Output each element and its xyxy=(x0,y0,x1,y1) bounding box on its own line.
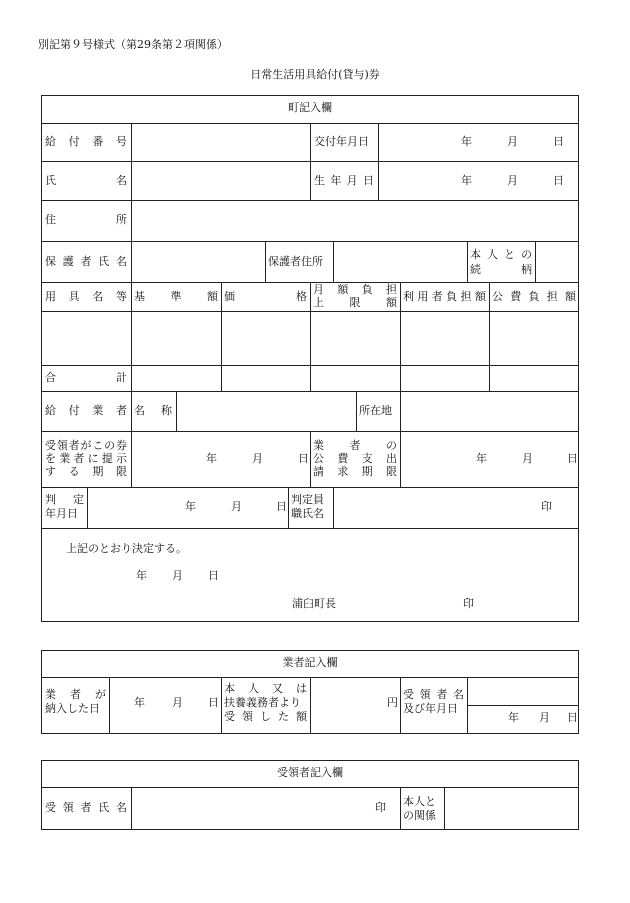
label-kakaku: 価 格 xyxy=(224,290,307,303)
ymd-month: 月 xyxy=(252,452,263,465)
label-riyosha-futan: 利 用 者 負 担 額 xyxy=(403,290,486,303)
label-receiver-l1: 受 領 者 名 xyxy=(403,688,464,701)
label-receiver-l2: 及び年月日 xyxy=(403,702,458,715)
ymd-year: 年 xyxy=(476,452,487,465)
label-delivery-l1: 業 者 が xyxy=(45,688,106,701)
ymd-month: 月 xyxy=(231,500,242,513)
vendor-section-header: 業者記入欄 xyxy=(282,656,338,669)
seal-mark: 印 xyxy=(463,597,474,610)
ymd-year: 年 xyxy=(461,174,472,187)
ymd-year: 年 xyxy=(206,452,217,465)
ymd-day: 日 xyxy=(567,711,578,724)
label-seikyu-l2: 公 費 支 出 xyxy=(313,452,397,465)
seal-mark: 印 xyxy=(375,801,386,814)
label-relation-l2: の関係 xyxy=(403,809,436,822)
label-kofu-date: 交付年月日 xyxy=(314,135,369,148)
label-shimei: 氏 名 xyxy=(45,174,127,187)
label-kyufu-bango: 給 付 番 号 xyxy=(45,135,127,148)
receiver-section-header: 受領者記入欄 xyxy=(277,766,343,779)
label-hogosha-address: 保護者住所 xyxy=(268,255,323,268)
ymd-day: 日 xyxy=(553,135,564,148)
label-gokei: 合 計 xyxy=(45,371,127,384)
ymd-month: 月 xyxy=(507,135,518,148)
label-seikyu-l1: 業 者 の xyxy=(313,439,397,452)
ymd-year: 年 xyxy=(134,696,145,709)
decision-text: 上記のとおり決定する。 xyxy=(66,542,187,555)
ymd-day: 日 xyxy=(276,500,287,513)
ymd-year: 年 xyxy=(461,135,472,148)
ymd-month: 月 xyxy=(172,696,183,709)
label-futan-top: 月 額 負 担 xyxy=(313,283,397,296)
label-received-l1: 本 人 又 は xyxy=(224,682,307,695)
label-hantei-l2: 年月日 xyxy=(45,507,78,520)
ymd-day: 日 xyxy=(208,696,219,709)
label-delivery-l2: 納入した日 xyxy=(45,702,100,715)
label-relation-bottom: 続 柄 xyxy=(470,263,532,276)
ymd-day: 日 xyxy=(567,452,578,465)
label-kigen-l2: を 業 者 に 提 示 xyxy=(45,452,127,465)
label-shozaichi: 所在地 xyxy=(359,404,392,417)
label-shokuin-l2: 職氏名 xyxy=(291,507,324,520)
label-hantei-l1: 判 定 xyxy=(45,493,84,506)
ymd-year: 年 xyxy=(136,569,147,582)
seal-mark: 印 xyxy=(541,500,552,513)
page-title: 日常生活用具給付(貸与)券 xyxy=(250,68,380,81)
ymd-month: 月 xyxy=(507,174,518,187)
label-received-l2: 扶養義務者より xyxy=(224,696,301,709)
label-relation-top: 本 人 と の xyxy=(470,248,532,261)
ymd-year: 年 xyxy=(508,711,519,724)
label-kijun: 基 準 額 xyxy=(134,290,218,303)
label-birth-date: 生 年 月 日 xyxy=(314,174,374,187)
label-kigen-l1: 受 領 者 が こ の 券 xyxy=(45,439,127,452)
label-shokuin-l1: 判定員 xyxy=(291,493,324,506)
ymd-year: 年 xyxy=(185,500,196,513)
label-seikyu-l3: 請 求 期 限 xyxy=(313,465,397,478)
label-kohi-futan: 公 費 負 担 額 xyxy=(492,290,576,303)
label-meisho: 名 称 xyxy=(134,404,172,417)
form-label: 別記第９号様式（第29条第２項関係） xyxy=(38,38,228,51)
label-hogosha-name: 保 護 者 氏 名 xyxy=(45,255,127,268)
ymd-day: 日 xyxy=(553,174,564,187)
mayor-title: 浦臼町長 xyxy=(292,597,336,610)
ymd-day: 日 xyxy=(298,452,309,465)
yen-unit: 円 xyxy=(387,696,398,709)
label-futan-bottom: 上 限 額 xyxy=(313,296,397,309)
town-section-header: 町記入欄 xyxy=(288,101,332,114)
ymd-day: 日 xyxy=(208,569,219,582)
label-jusho: 住 所 xyxy=(45,213,127,226)
ymd-month: 月 xyxy=(522,452,533,465)
ymd-month: 月 xyxy=(172,569,183,582)
label-kigen-l3: す る 期 限 xyxy=(45,465,127,478)
label-receiver-name: 受 領 者 氏 名 xyxy=(45,801,127,814)
label-kyufu-gyosha: 給 付 業 者 xyxy=(45,404,127,417)
ymd-month: 月 xyxy=(539,711,550,724)
label-relation-l1: 本人と xyxy=(403,795,436,808)
label-yogu-name: 用 具 名 等 xyxy=(45,290,127,303)
label-received-l3: 受 領 し た 額 xyxy=(224,710,307,723)
